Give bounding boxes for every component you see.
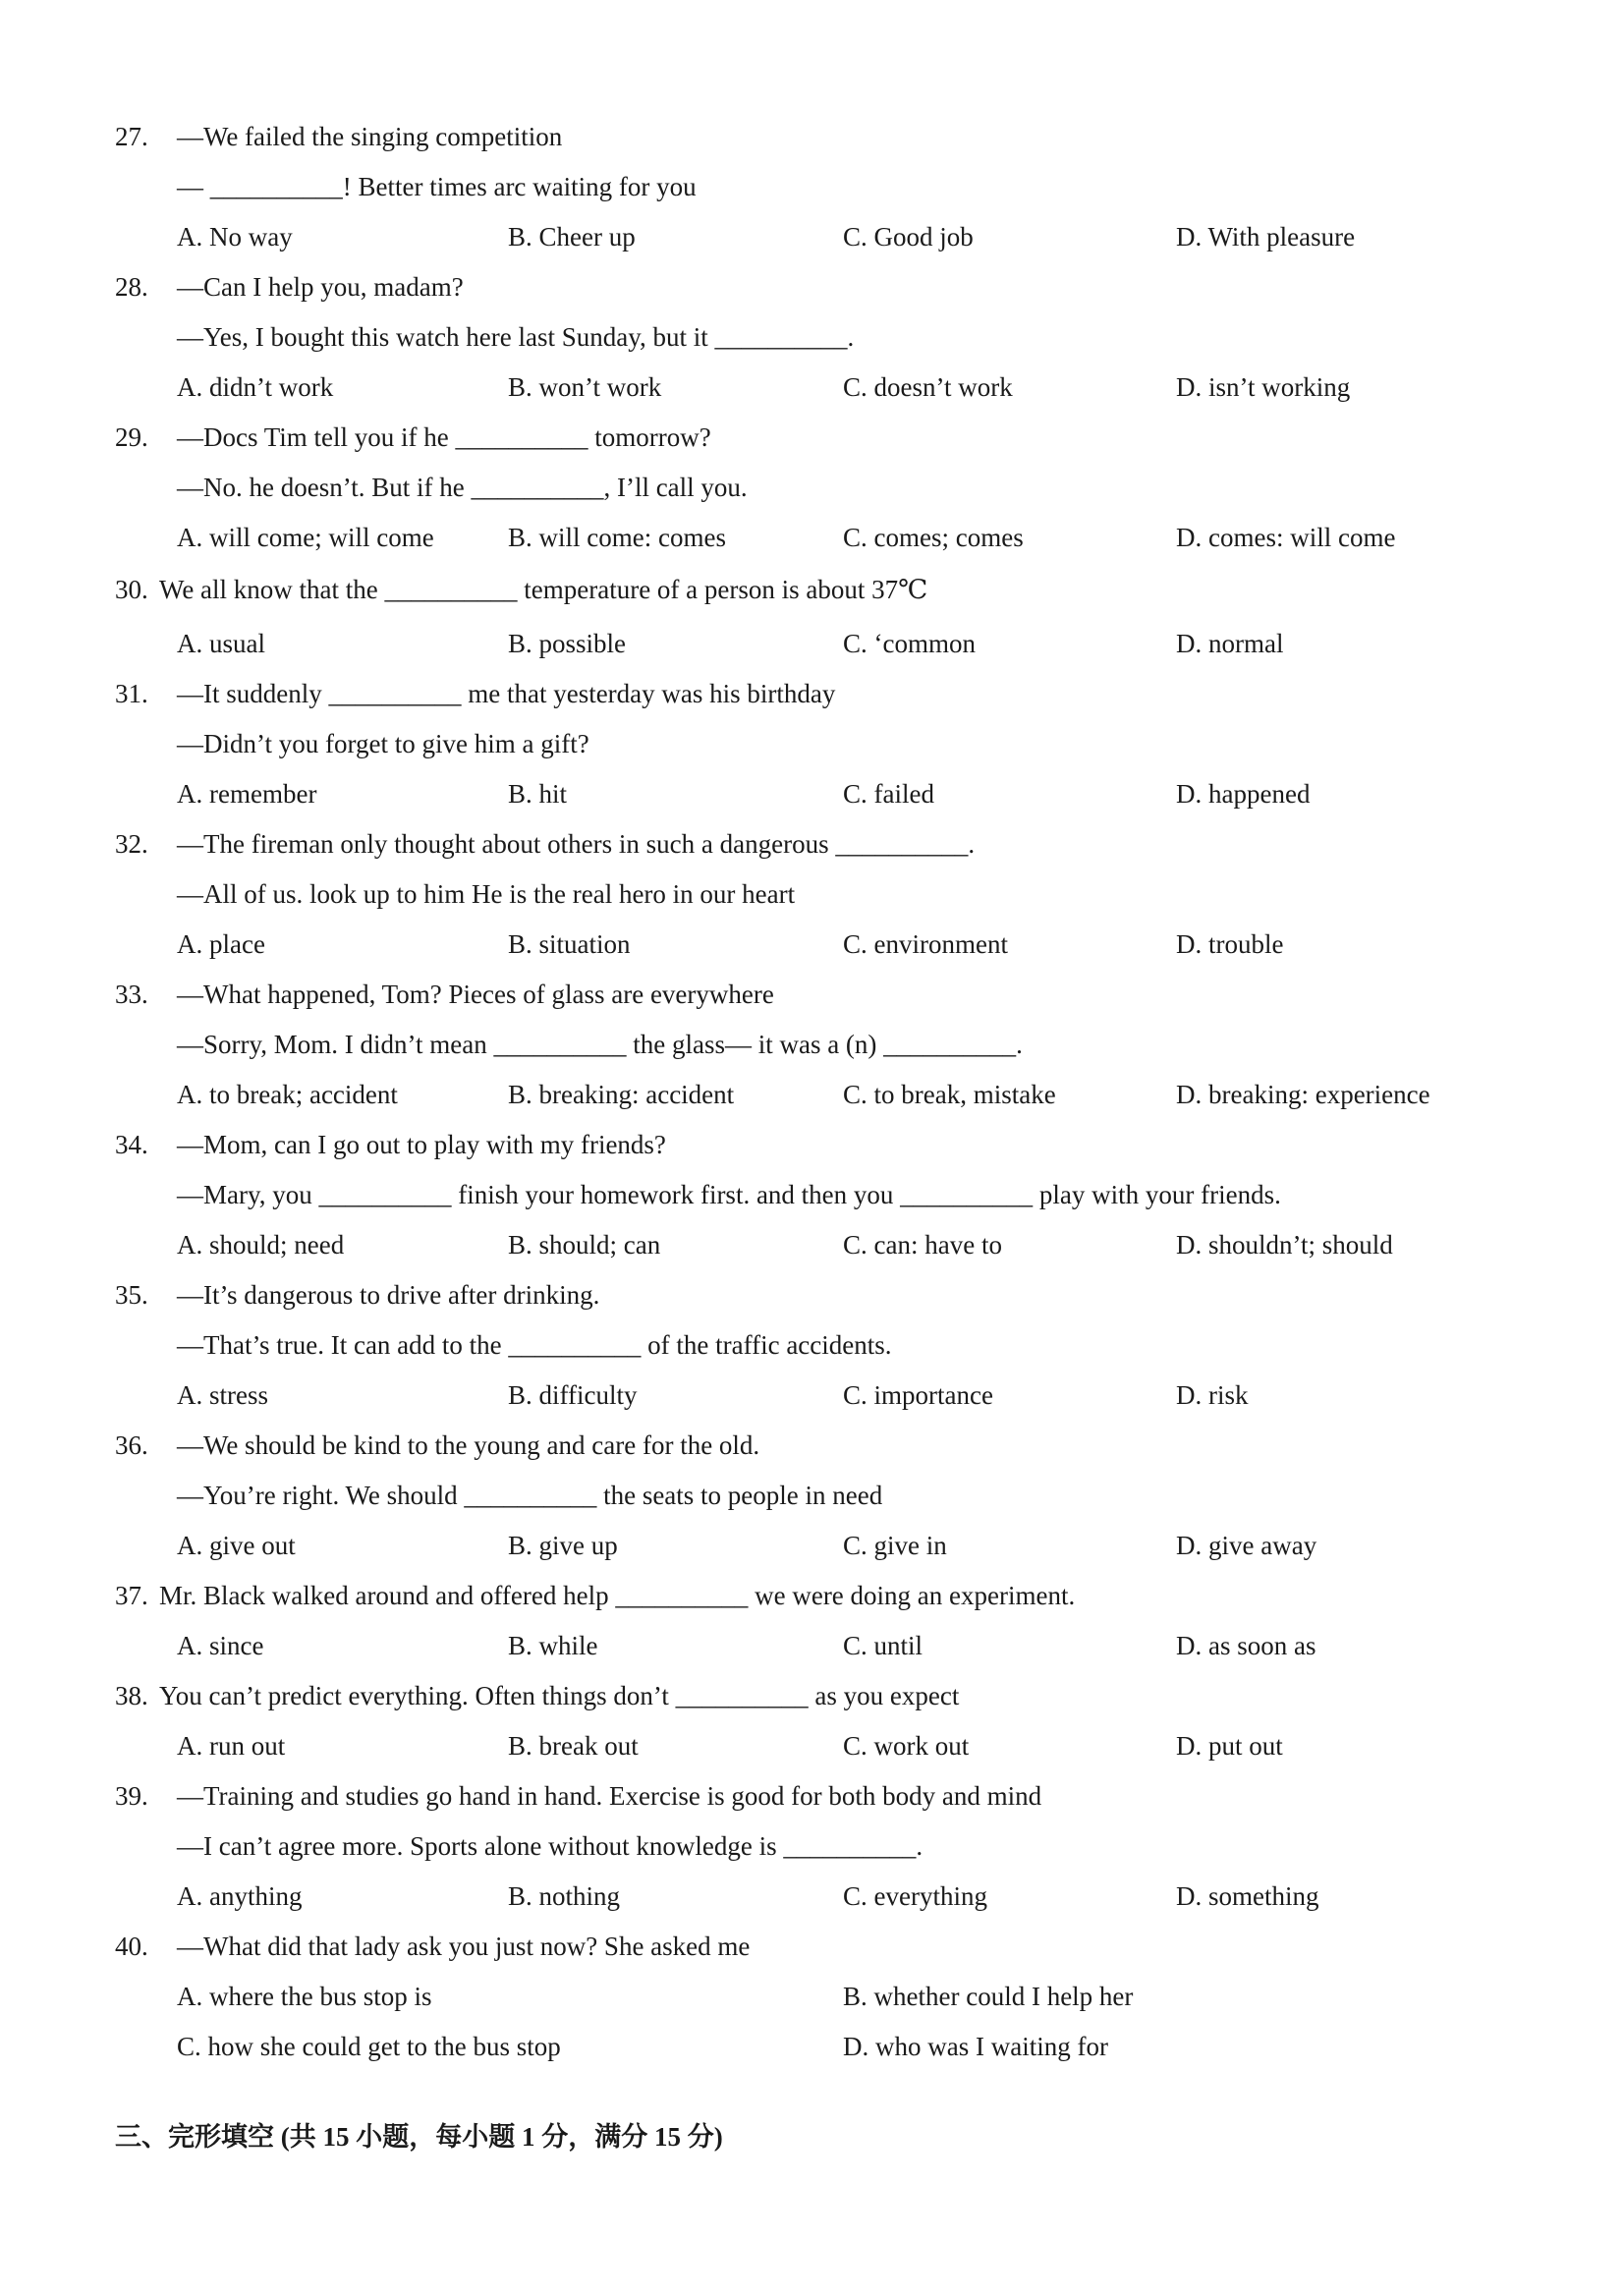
option-d: D. With pleasure: [1176, 222, 1356, 252]
option-c: C. failed: [843, 779, 934, 809]
question-number: 39.: [115, 1781, 148, 1811]
option-a: A. to break; accident: [177, 1080, 398, 1109]
question-line: — __________! Better times arc waiting for you: [177, 172, 697, 201]
option-b: B. Cheer up: [508, 222, 636, 252]
option-a: A. didn’t work: [177, 372, 334, 402]
option-c: C. comes; comes: [843, 523, 1024, 552]
option-a: A. run out: [177, 1731, 286, 1761]
option-a: A. No way: [177, 222, 293, 252]
option-a: A. usual: [177, 629, 265, 658]
option-b: B. hit: [508, 779, 568, 809]
option-d: D. isn’t working: [1176, 372, 1351, 402]
question-number: 37.: [115, 1581, 148, 1610]
option-b: B. difficulty: [508, 1380, 638, 1410]
question-number: 29.: [115, 422, 148, 452]
question-line: —Mom, can I go out to play with my friends?: [177, 1130, 666, 1159]
option-d: D. give away: [1176, 1531, 1317, 1560]
question-number: 36.: [115, 1430, 148, 1460]
option-b: B. give up: [508, 1531, 618, 1560]
option-d: D. trouble: [1176, 929, 1284, 959]
option-a: A. should; need: [177, 1230, 345, 1260]
option-a: A. where the bus stop is: [177, 1982, 432, 2011]
option-c: C. can: have to: [843, 1230, 1002, 1260]
option-c: C. how she could get to the bus stop: [177, 2032, 561, 2061]
question-line: —What did that lady ask you just now? She asked me: [177, 1932, 751, 1961]
option-a: A. remember: [177, 779, 317, 809]
option-c: C. give in: [843, 1531, 947, 1560]
question-number: 38.: [115, 1681, 148, 1710]
option-b: B. while: [508, 1631, 598, 1660]
option-b: B. will come: comes: [508, 523, 726, 552]
question-number: 33.: [115, 980, 148, 1009]
question-line: —We should be kind to the young and care for the old.: [177, 1430, 760, 1460]
option-a: A. place: [177, 929, 265, 959]
option-b: B. won’t work: [508, 372, 662, 402]
question-line: —You’re right. We should __________ the seats to people in need: [177, 1481, 883, 1510]
question-line: —That’s true. It can add to the __________ of the traffic accidents.: [177, 1330, 892, 1360]
option-b: B. whether could I help her: [843, 1982, 1134, 2011]
option-d: D. shouldn’t; should: [1176, 1230, 1393, 1260]
option-b: B. possible: [508, 629, 627, 658]
option-d: D. normal: [1176, 629, 1284, 658]
question-number: 28.: [115, 272, 148, 302]
question-line: —I can’t agree more. Sports alone without knowledge is __________.: [177, 1831, 923, 1861]
question-number: 40.: [115, 1932, 148, 1961]
question-number: 30.: [115, 575, 148, 604]
question-line: —It’s dangerous to drive after drinking.: [177, 1280, 600, 1310]
option-c: C. Good job: [843, 222, 974, 252]
option-d: D. risk: [1176, 1380, 1249, 1410]
option-d: D. put out: [1176, 1731, 1283, 1761]
option-c: C. environment: [843, 929, 1008, 959]
option-d: D. as soon as: [1176, 1631, 1316, 1660]
option-a: A. since: [177, 1631, 264, 1660]
question-line: —It suddenly __________ me that yesterday was his birthday: [177, 679, 836, 708]
question-line: —The fireman only thought about others in such a dangerous __________.: [177, 829, 976, 859]
question-number: 27.: [115, 122, 148, 151]
question-line: —No. he doesn’t. But if he __________, I’ll call you.: [177, 473, 748, 502]
question-line: —Yes, I bought this watch here last Sunday, but it __________.: [177, 322, 855, 352]
option-b: B. situation: [508, 929, 631, 959]
option-c: C. ‘common: [843, 629, 976, 658]
question-line: —Docs Tim tell you if he __________ tomorrow?: [177, 422, 711, 452]
option-b: B. nothing: [508, 1881, 621, 1911]
question-line: —Can I help you, madam?: [177, 272, 464, 302]
option-d: D. happened: [1176, 779, 1311, 809]
question-line: —All of us. look up to him He is the real hero in our heart: [177, 879, 796, 909]
section-heading: 三、完形填空 (共 15 小题，每小题 1 分，满分 15 分): [115, 2122, 723, 2152]
option-c: C. until: [843, 1631, 923, 1660]
question-line: Mr. Black walked around and offered help __________ we were doing an experiment.: [159, 1581, 1076, 1610]
question-number: 35.: [115, 1280, 148, 1310]
option-d: D. who was I waiting for: [843, 2032, 1108, 2061]
option-c: C. doesn’t work: [843, 372, 1013, 402]
question-line: We all know that the __________ temperature of a person is about 37℃: [159, 575, 928, 604]
question-number: 34.: [115, 1130, 148, 1159]
option-c: C. importance: [843, 1380, 993, 1410]
option-a: A. anything: [177, 1881, 303, 1911]
question-line: —Didn’t you forget to give him a gift?: [177, 729, 589, 758]
option-b: B. break out: [508, 1731, 639, 1761]
option-a: A. will come; will come: [177, 523, 434, 552]
option-c: C. to break, mistake: [843, 1080, 1056, 1109]
question-number: 32.: [115, 829, 148, 859]
question-number: 31.: [115, 679, 148, 708]
question-line: —Training and studies go hand in hand. Exercise is good for both body and mind: [177, 1781, 1042, 1811]
option-d: D. breaking: experience: [1176, 1080, 1430, 1109]
option-a: A. stress: [177, 1380, 268, 1410]
option-c: C. everything: [843, 1881, 987, 1911]
option-b: B. should; can: [508, 1230, 661, 1260]
option-c: C. work out: [843, 1731, 970, 1761]
question-line: —What happened, Tom? Pieces of glass are everywhere: [177, 980, 774, 1009]
option-a: A. give out: [177, 1531, 296, 1560]
question-line: —Mary, you __________ finish your homework first. and then you __________ play with your friends.: [177, 1180, 1281, 1209]
question-line: —We failed the singing competition: [177, 122, 563, 151]
question-line: —Sorry, Mom. I didn’t mean __________ the glass— it was a (n) __________.: [177, 1030, 1023, 1059]
option-d: D. comes: will come: [1176, 523, 1396, 552]
option-d: D. something: [1176, 1881, 1319, 1911]
question-line: You can’t predict everything. Often things don’t __________ as you expect: [159, 1681, 960, 1710]
option-b: B. breaking: accident: [508, 1080, 735, 1109]
